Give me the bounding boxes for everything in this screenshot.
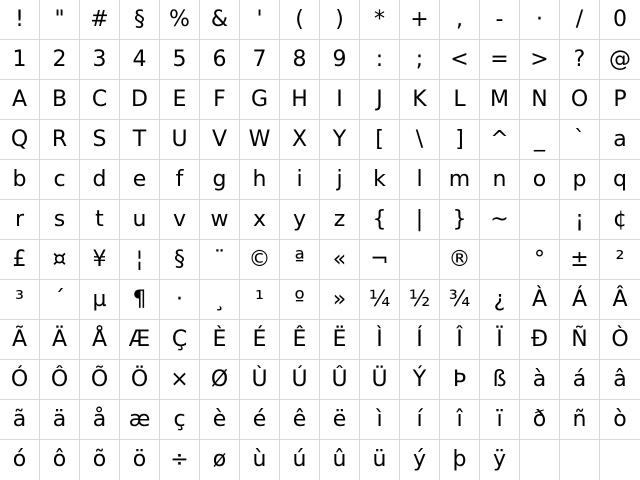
glyph-cell[interactable]: û xyxy=(320,440,360,480)
glyph-cell[interactable]: Ç xyxy=(160,320,200,360)
glyph-cell[interactable]: , xyxy=(440,0,480,40)
glyph-cell[interactable]: ´ xyxy=(40,280,80,320)
glyph-cell[interactable]: u xyxy=(120,200,160,240)
glyph-cell[interactable]: ¼ xyxy=(360,280,400,320)
glyph-cell[interactable]: á xyxy=(560,360,600,400)
glyph-cell[interactable]: [ xyxy=(360,120,400,160)
glyph-cell[interactable]: \ xyxy=(400,120,440,160)
glyph-cell[interactable]: & xyxy=(200,0,240,40)
glyph-cell[interactable]: R xyxy=(40,120,80,160)
glyph-cell[interactable]: × xyxy=(160,360,200,400)
glyph-cell[interactable]: ] xyxy=(440,120,480,160)
glyph-cell[interactable]: ¹ xyxy=(240,280,280,320)
glyph-cell[interactable]: ! xyxy=(0,0,40,40)
glyph-cell[interactable]: - xyxy=(480,0,520,40)
glyph-cell[interactable]: Ò xyxy=(600,320,640,360)
glyph-cell[interactable]: ' xyxy=(240,0,280,40)
glyph-cell[interactable]: º xyxy=(280,280,320,320)
glyph-cell[interactable]: ì xyxy=(360,400,400,440)
glyph-cell[interactable]: § xyxy=(160,240,200,280)
glyph-cell[interactable]: w xyxy=(200,200,240,240)
glyph-cell[interactable]: l xyxy=(400,160,440,200)
glyph-cell[interactable]: M xyxy=(480,80,520,120)
glyph-cell[interactable]: ? xyxy=(560,40,600,80)
glyph-cell[interactable]: ï xyxy=(480,400,520,440)
glyph-cell[interactable]: I xyxy=(320,80,360,120)
glyph-cell[interactable]: j xyxy=(320,160,360,200)
glyph-cell[interactable]: > xyxy=(520,40,560,80)
glyph-cell[interactable]: o xyxy=(520,160,560,200)
glyph-cell[interactable]: < xyxy=(440,40,480,80)
glyph-cell[interactable]: Æ xyxy=(120,320,160,360)
glyph-cell[interactable]: Â xyxy=(600,280,640,320)
glyph-cell[interactable]: E xyxy=(160,80,200,120)
glyph-cell[interactable]: Î xyxy=(440,320,480,360)
glyph-cell[interactable]: È xyxy=(200,320,240,360)
glyph-cell[interactable]: A xyxy=(0,80,40,120)
glyph-cell[interactable]: ô xyxy=(40,440,80,480)
glyph-cell[interactable]: ¢ xyxy=(600,200,640,240)
glyph-cell[interactable]: Ä xyxy=(40,320,80,360)
glyph-cell[interactable]: a xyxy=(600,120,640,160)
glyph-cell[interactable]: Ê xyxy=(280,320,320,360)
glyph-cell[interactable]: % xyxy=(160,0,200,40)
glyph-cell[interactable]: î xyxy=(440,400,480,440)
glyph-cell[interactable]: Ï xyxy=(480,320,520,360)
glyph-cell[interactable]: d xyxy=(80,160,120,200)
glyph-cell[interactable]: ) xyxy=(320,0,360,40)
glyph-cell[interactable]: G xyxy=(240,80,280,120)
glyph-cell[interactable]: Ü xyxy=(360,360,400,400)
glyph-cell[interactable]: * xyxy=(360,0,400,40)
glyph-cell[interactable] xyxy=(560,440,600,480)
glyph-cell[interactable]: Ö xyxy=(120,360,160,400)
glyph-cell[interactable]: æ xyxy=(120,400,160,440)
glyph-cell[interactable]: 8 xyxy=(280,40,320,80)
glyph-cell[interactable]: k xyxy=(360,160,400,200)
glyph-cell[interactable]: P xyxy=(600,80,640,120)
glyph-cell[interactable]: n xyxy=(480,160,520,200)
glyph-cell[interactable]: D xyxy=(120,80,160,120)
glyph-cell[interactable]: ã xyxy=(0,400,40,440)
glyph-cell[interactable]: ¦ xyxy=(120,240,160,280)
glyph-cell[interactable]: { xyxy=(360,200,400,240)
glyph-cell[interactable]: Ý xyxy=(400,360,440,400)
glyph-cell[interactable]: ® xyxy=(440,240,480,280)
glyph-cell[interactable]: v xyxy=(160,200,200,240)
glyph-cell[interactable]: õ xyxy=(80,440,120,480)
glyph-cell[interactable]: ¡ xyxy=(560,200,600,240)
glyph-cell[interactable]: 3 xyxy=(80,40,120,80)
glyph-cell[interactable]: W xyxy=(240,120,280,160)
glyph-cell[interactable]: O xyxy=(560,80,600,120)
glyph-cell[interactable]: ¸ xyxy=(200,280,240,320)
glyph-cell[interactable] xyxy=(480,240,520,280)
glyph-cell[interactable]: x xyxy=(240,200,280,240)
glyph-cell[interactable]: ª xyxy=(280,240,320,280)
glyph-cell[interactable]: ù xyxy=(240,440,280,480)
glyph-cell[interactable]: Ø xyxy=(200,360,240,400)
glyph-cell[interactable]: » xyxy=(320,280,360,320)
glyph-cell[interactable]: ò xyxy=(600,400,640,440)
glyph-cell[interactable]: ¿ xyxy=(480,280,520,320)
glyph-cell[interactable]: µ xyxy=(80,280,120,320)
glyph-cell[interactable]: 0 xyxy=(600,0,640,40)
glyph-cell[interactable]: L xyxy=(440,80,480,120)
glyph-cell[interactable]: Å xyxy=(80,320,120,360)
glyph-cell[interactable]: 9 xyxy=(320,40,360,80)
glyph-cell[interactable]: r xyxy=(0,200,40,240)
glyph-cell[interactable]: } xyxy=(440,200,480,240)
glyph-cell[interactable]: ñ xyxy=(560,400,600,440)
glyph-cell[interactable]: C xyxy=(80,80,120,120)
glyph-cell[interactable]: p xyxy=(560,160,600,200)
glyph-cell[interactable]: U xyxy=(160,120,200,160)
glyph-cell[interactable]: i xyxy=(280,160,320,200)
glyph-cell[interactable]: ² xyxy=(600,240,640,280)
glyph-cell[interactable]: e xyxy=(120,160,160,200)
glyph-cell[interactable]: ë xyxy=(320,400,360,440)
glyph-cell[interactable] xyxy=(400,240,440,280)
glyph-cell[interactable]: = xyxy=(480,40,520,80)
glyph-cell[interactable]: Ó xyxy=(0,360,40,400)
glyph-cell[interactable]: Q xyxy=(0,120,40,160)
glyph-cell[interactable]: s xyxy=(40,200,80,240)
glyph-cell[interactable]: ó xyxy=(0,440,40,480)
glyph-cell[interactable]: ö xyxy=(120,440,160,480)
glyph-cell[interactable]: @ xyxy=(600,40,640,80)
glyph-cell[interactable]: Þ xyxy=(440,360,480,400)
glyph-cell[interactable] xyxy=(600,440,640,480)
glyph-cell[interactable]: ÷ xyxy=(160,440,200,480)
glyph-cell[interactable]: X xyxy=(280,120,320,160)
glyph-cell[interactable]: 6 xyxy=(200,40,240,80)
glyph-cell[interactable]: ` xyxy=(560,120,600,160)
glyph-cell[interactable]: + xyxy=(400,0,440,40)
glyph-cell[interactable]: ¶ xyxy=(120,280,160,320)
glyph-cell[interactable]: V xyxy=(200,120,240,160)
glyph-cell[interactable]: ½ xyxy=(400,280,440,320)
glyph-cell[interactable]: F xyxy=(200,80,240,120)
glyph-cell[interactable]: N xyxy=(520,80,560,120)
glyph-cell[interactable]: B xyxy=(40,80,80,120)
glyph-cell[interactable]: 2 xyxy=(40,40,80,80)
glyph-cell[interactable]: ý xyxy=(400,440,440,480)
glyph-cell[interactable]: Ñ xyxy=(560,320,600,360)
glyph-cell[interactable]: ð xyxy=(520,400,560,440)
glyph-cell[interactable]: Û xyxy=(320,360,360,400)
glyph-cell[interactable]: Ã xyxy=(0,320,40,360)
glyph-cell[interactable]: £ xyxy=(0,240,40,280)
glyph-cell[interactable]: É xyxy=(240,320,280,360)
glyph-cell[interactable]: ç xyxy=(160,400,200,440)
glyph-cell[interactable]: J xyxy=(360,80,400,120)
glyph-cell[interactable]: q xyxy=(600,160,640,200)
glyph-cell[interactable]: À xyxy=(520,280,560,320)
glyph-cell[interactable]: © xyxy=(240,240,280,280)
glyph-cell[interactable]: 4 xyxy=(120,40,160,80)
glyph-cell[interactable]: ³ xyxy=(0,280,40,320)
glyph-cell[interactable]: y xyxy=(280,200,320,240)
glyph-cell[interactable]: 5 xyxy=(160,40,200,80)
glyph-cell[interactable]: H xyxy=(280,80,320,120)
glyph-cell[interactable]: § xyxy=(120,0,160,40)
glyph-cell[interactable]: Ù xyxy=(240,360,280,400)
glyph-cell[interactable]: _ xyxy=(520,120,560,160)
glyph-cell[interactable]: ~ xyxy=(480,200,520,240)
glyph-cell[interactable]: í xyxy=(400,400,440,440)
glyph-cell[interactable]: à xyxy=(520,360,560,400)
glyph-cell[interactable]: Á xyxy=(560,280,600,320)
glyph-cell[interactable]: Í xyxy=(400,320,440,360)
glyph-cell[interactable]: K xyxy=(400,80,440,120)
glyph-cell[interactable]: å xyxy=(80,400,120,440)
glyph-cell[interactable]: ê xyxy=(280,400,320,440)
glyph-cell[interactable]: â xyxy=(600,360,640,400)
glyph-cell[interactable]: þ xyxy=(440,440,480,480)
glyph-cell[interactable] xyxy=(520,200,560,240)
glyph-cell[interactable]: " xyxy=(40,0,80,40)
glyph-cell[interactable]: ( xyxy=(280,0,320,40)
glyph-cell[interactable]: b xyxy=(0,160,40,200)
glyph-cell[interactable]: Ë xyxy=(320,320,360,360)
glyph-cell[interactable]: ÿ xyxy=(480,440,520,480)
glyph-cell[interactable]: ß xyxy=(480,360,520,400)
glyph-cell[interactable]: g xyxy=(200,160,240,200)
glyph-cell[interactable]: # xyxy=(80,0,120,40)
glyph-cell[interactable]: · xyxy=(520,0,560,40)
glyph-cell[interactable]: h xyxy=(240,160,280,200)
glyph-cell[interactable]: ¥ xyxy=(80,240,120,280)
glyph-cell[interactable]: « xyxy=(320,240,360,280)
glyph-cell[interactable]: / xyxy=(560,0,600,40)
glyph-cell[interactable]: · xyxy=(160,280,200,320)
glyph-cell[interactable]: ° xyxy=(520,240,560,280)
glyph-cell[interactable] xyxy=(520,440,560,480)
glyph-cell[interactable]: Õ xyxy=(80,360,120,400)
glyph-cell[interactable]: m xyxy=(440,160,480,200)
glyph-cell[interactable]: ø xyxy=(200,440,240,480)
glyph-cell[interactable]: ; xyxy=(400,40,440,80)
glyph-cell[interactable]: é xyxy=(240,400,280,440)
glyph-cell[interactable]: c xyxy=(40,160,80,200)
glyph-cell[interactable]: 7 xyxy=(240,40,280,80)
glyph-cell[interactable]: t xyxy=(80,200,120,240)
glyph-cell[interactable]: 1 xyxy=(0,40,40,80)
glyph-cell[interactable]: f xyxy=(160,160,200,200)
glyph-cell[interactable]: Y xyxy=(320,120,360,160)
glyph-cell[interactable]: ü xyxy=(360,440,400,480)
glyph-cell[interactable]: ú xyxy=(280,440,320,480)
glyph-cell[interactable]: ¾ xyxy=(440,280,480,320)
glyph-cell[interactable]: ¬ xyxy=(360,240,400,280)
glyph-cell[interactable]: S xyxy=(80,120,120,160)
glyph-cell[interactable]: Ô xyxy=(40,360,80,400)
glyph-cell[interactable]: Ì xyxy=(360,320,400,360)
glyph-cell[interactable]: ± xyxy=(560,240,600,280)
glyph-cell[interactable]: Ð xyxy=(520,320,560,360)
glyph-cell[interactable]: ¤ xyxy=(40,240,80,280)
glyph-cell[interactable]: : xyxy=(360,40,400,80)
glyph-cell[interactable]: è xyxy=(200,400,240,440)
glyph-cell[interactable]: z xyxy=(320,200,360,240)
glyph-cell[interactable]: | xyxy=(400,200,440,240)
glyph-cell[interactable]: ^ xyxy=(480,120,520,160)
glyph-cell[interactable]: T xyxy=(120,120,160,160)
glyph-cell[interactable]: Ú xyxy=(280,360,320,400)
glyph-cell[interactable]: ¨ xyxy=(200,240,240,280)
glyph-cell[interactable]: ä xyxy=(40,400,80,440)
